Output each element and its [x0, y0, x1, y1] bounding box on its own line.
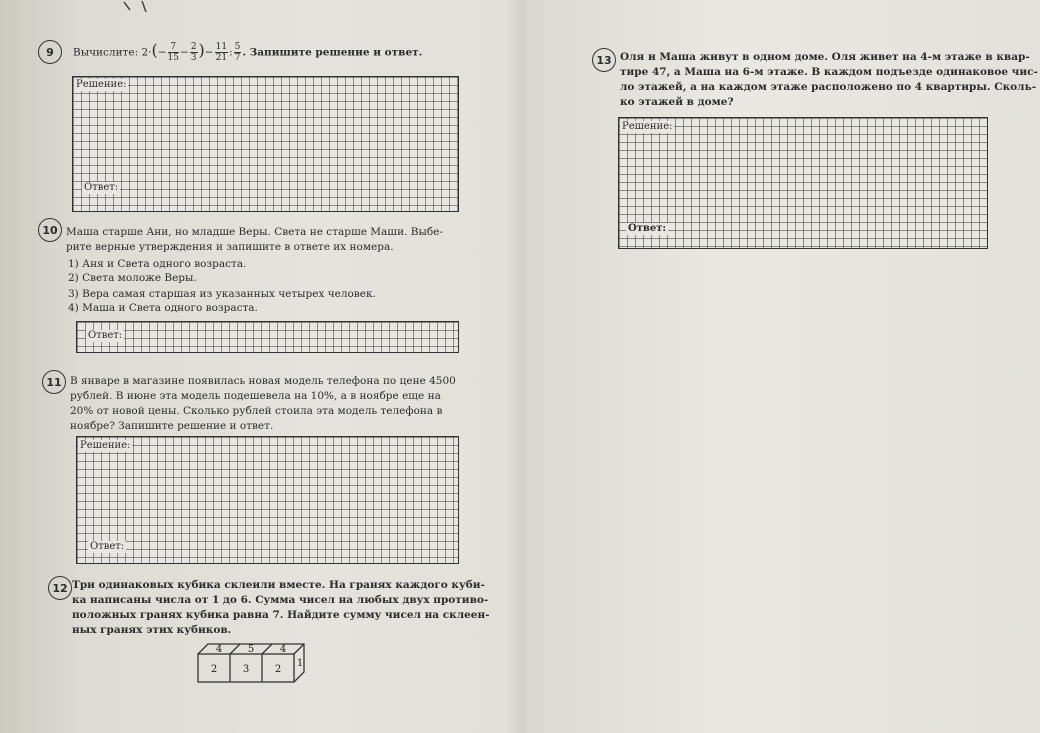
task10-line-2: рите верные утверждения и запишите в ответе их номера.: [66, 241, 394, 253]
task11-line-2: рублей. В июне эта модель подешевела на 10%, а в ноябре еще на: [70, 390, 441, 402]
task9-lead: Вычислите: 2·: [73, 46, 152, 59]
cube1-front-number: 2: [210, 664, 218, 675]
task9-fraction-2: $\frac{2}{3}$: [190, 42, 197, 63]
cube3-front-number: 2: [274, 664, 282, 675]
task-number-12: 12: [48, 576, 72, 600]
task9-prompt: [73, 42, 422, 63]
task12-line-3: положных гранях кубика равна 7. Найдите сумму чисел на склеен-: [72, 609, 490, 621]
task9-paren-close: ): [198, 40, 205, 60]
task9-divide: :: [229, 46, 233, 59]
task10-answer-label: Ответ:: [88, 330, 123, 341]
task10-option-4: 4) Маша и Света одного возраста.: [68, 302, 258, 314]
task9-minus-2: −: [204, 46, 214, 59]
task10-option-1: 1) Аня и Света одного возраста.: [68, 258, 247, 270]
task-number-13: 13: [592, 48, 616, 72]
cube2-top-number: 5: [247, 644, 255, 655]
task-number-10: 10: [38, 218, 62, 242]
task11-line-3: 20% от новой цены. Сколько рублей стоила эта модель телефона в: [70, 405, 443, 417]
task9-minus-1: −: [180, 46, 189, 59]
task12-line-4: ных гранях этих кубиков.: [72, 624, 232, 636]
task9-solution-grid[interactable]: [72, 76, 459, 212]
task11-line-1: В январе в магазине появилась новая модель телефона по цене 4500: [70, 375, 456, 387]
glued-cubes-figure: [192, 640, 312, 686]
task13-line-3: ло этажей, а на каждом этаже расположено по 4 квартиры. Сколь-: [620, 81, 1037, 93]
task12-line-2: ка написаны числа от 1 до 6. Сумма чисел на любых двух противо-: [72, 594, 489, 606]
task11-answer-label: Ответ:: [90, 541, 125, 552]
cube1-top-number: 4: [215, 644, 223, 655]
task9-tail: . Запишите решение и ответ.: [242, 46, 423, 59]
task10-answer-grid[interactable]: [76, 321, 459, 353]
task11-solution-label: Решение:: [80, 440, 131, 451]
task10-option-2: 2) Света моложе Веры.: [68, 272, 197, 284]
pen-mark: [120, 0, 160, 14]
task13-line-4: ко этажей в доме?: [620, 96, 734, 108]
task-number-9: 9: [38, 40, 62, 64]
task9-solution-label: Решение:: [76, 79, 127, 90]
task11-line-4: ноябре? Запишите решение и ответ.: [70, 420, 274, 432]
task9-minus-sign: −: [157, 46, 167, 59]
task13-line-1: Оля и Маша живут в одном доме. Оля живет на 4-м этаже в квар-: [620, 51, 1030, 63]
cube3-side-number: 1: [296, 658, 304, 669]
task12-line-1: Три одинаковых кубика склеили вместе. На гранях каждого куби-: [72, 579, 485, 591]
task9-fraction-1: $\frac{7}{15}$: [167, 42, 179, 63]
task13-solution-label: Решение:: [622, 121, 673, 132]
task13-solution-grid[interactable]: [618, 117, 988, 249]
task-number-11: 11: [42, 370, 66, 394]
cube2-front-number: 3: [242, 664, 250, 675]
task11-solution-grid[interactable]: [76, 436, 459, 564]
task9-answer-label: Ответ:: [84, 182, 119, 193]
task10-line-1: Маша старше Ани, но младше Веры. Света не старше Маши. Выбе-: [66, 226, 443, 238]
task9-paren-open: (: [151, 40, 158, 60]
task13-line-2: тире 47, а Маша на 6-м этаже. В каждом подъезде одинаковое чис-: [620, 66, 1038, 78]
task9-fraction-4: $\frac{5}{7}$: [234, 42, 241, 63]
task13-answer-label: Ответ:: [628, 223, 667, 234]
task10-option-3: 3) Вера самая старшая из указанных четырех человек.: [68, 288, 376, 300]
task9-fraction-3: $\frac{11}{21}$: [215, 42, 228, 63]
cube3-top-number: 4: [279, 644, 287, 655]
page-spine-shadow: [505, 0, 545, 733]
